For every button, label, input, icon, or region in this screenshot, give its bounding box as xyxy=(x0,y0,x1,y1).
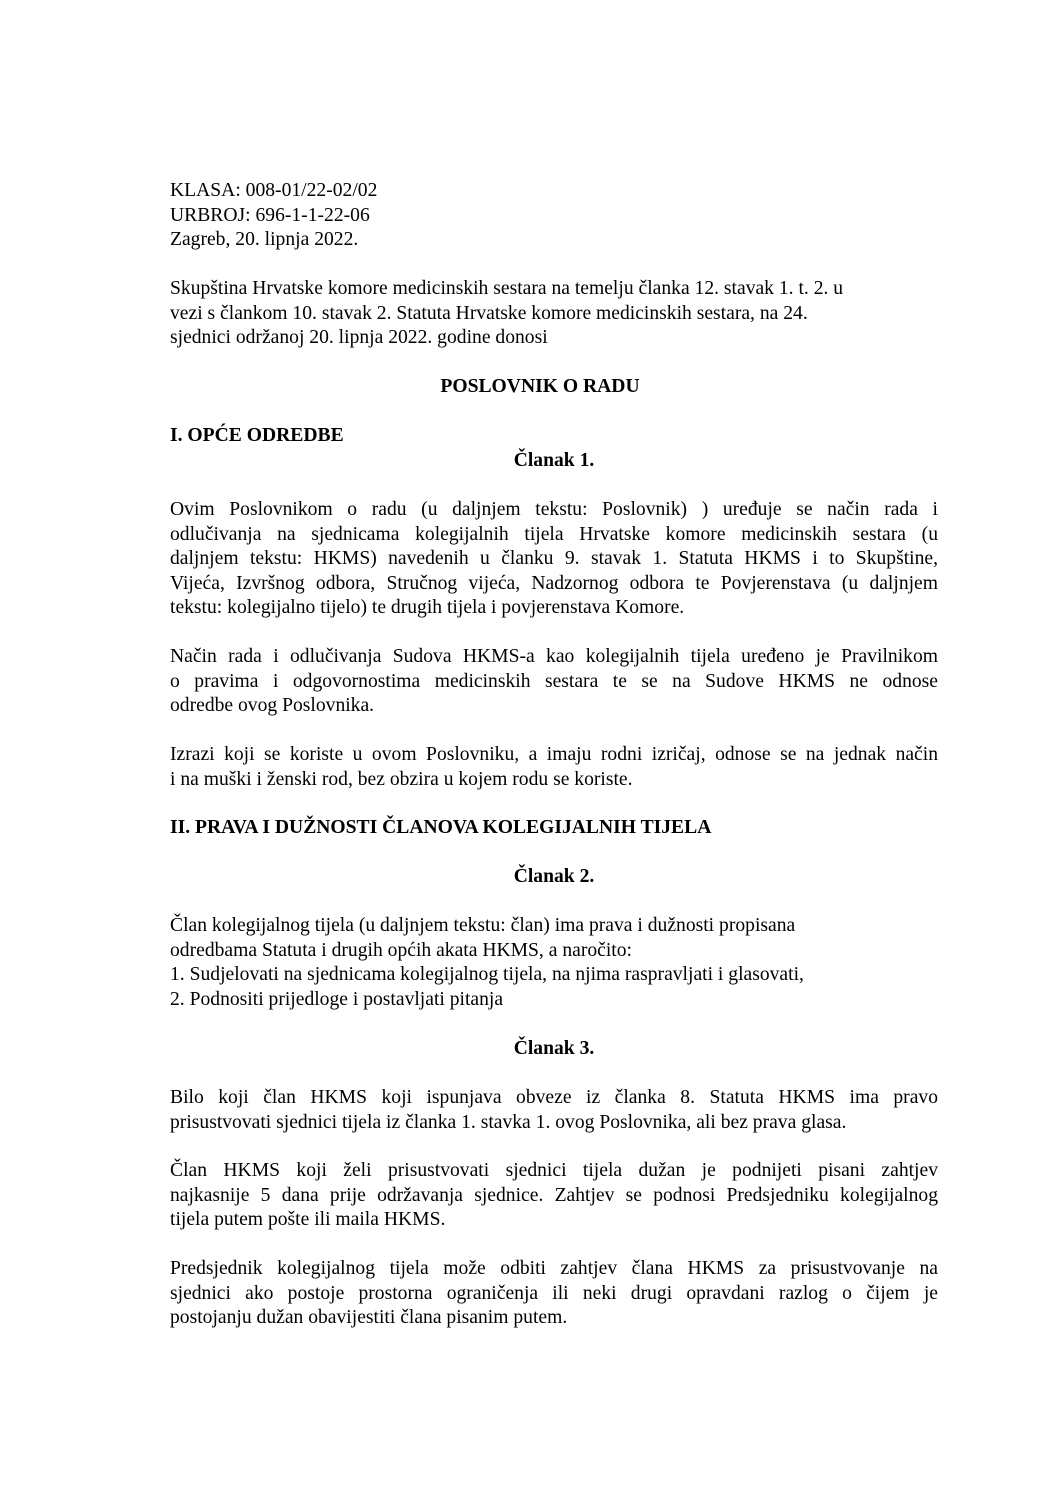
list-item: 2. Podnositi prijedloge i postavljati pitanja xyxy=(170,988,504,1010)
paragraph-line: Ovim Poslovnikom o radu (u daljnjem tekstu: Poslovnik) ) uređuje se način rada i xyxy=(170,499,938,520)
paragraph-line: prisustvovati sjednici tijela iz članka 1. stavka 1. ovog Poslovnika, ali bez prava glasa. xyxy=(170,1111,847,1133)
place-date-line: Zagreb, 20. lipnja 2022. xyxy=(170,229,359,250)
list-item: 1. Sudjelovati na sjednicama kolegijalnog tijela, na njima raspravljati i glasovati, xyxy=(170,964,804,985)
paragraph-line: sjednici ako postoje prostorna ograničenja ili neki drugi opravdani razlog o čijem je xyxy=(170,1282,938,1304)
article-3-paragraph-2 xyxy=(170,1159,938,1233)
paragraph-line: Izrazi koji se koriste u ovom Poslovniku, a imaju rodni izričaj, odnose se na jednak način xyxy=(170,744,938,765)
article-3-paragraph-1 xyxy=(170,1086,938,1135)
paragraph-line: o pravima i odgovornostima medicinskih sestara te se na Sudove HKMS ne odnose xyxy=(170,670,938,692)
article-3-paragraph-3 xyxy=(170,1257,938,1331)
paragraph-line: tekstu: kolegijalno tijelo) te drugih tijela i povjerenstava Komore. xyxy=(170,597,685,618)
paragraph-line: Način rada i odlučivanja Sudova HKMS-a kao kolegijalnih tijela uređeno je Pravilnikom xyxy=(170,646,938,667)
paragraph-line: Bilo koji član HKMS koji ispunjava obveze iz članka 8. Statuta HKMS ima pravo xyxy=(170,1087,938,1108)
paragraph-line: i na muški i ženski rod, bez obzira u kojem rodu se koriste. xyxy=(170,768,633,790)
paragraph-line: tijela putem pošte ili maila HKMS. xyxy=(170,1209,446,1230)
klasa-line: KLASA: 008-01/22-02/02 xyxy=(170,180,378,201)
section-heading: II. PRAVA I DUŽNOSTI ČLANOVA KOLEGIJALNIH TIJELA xyxy=(170,817,712,838)
preamble-line: vezi s člankom 10. stavak 2. Statuta Hrvatske komore medicinskih sestara, na 24. xyxy=(170,302,808,324)
article-heading: Članak 2. xyxy=(513,866,595,887)
preamble xyxy=(170,277,910,351)
paragraph-line: postojanju dužan obavijestiti člana pisanim putem. xyxy=(170,1307,568,1328)
preamble-line: Skupština Hrvatske komore medicinskih sestara na temelju članka 12. stavak 1. t. 2. u xyxy=(170,278,844,299)
article-1-paragraph-2 xyxy=(170,645,938,719)
article-heading: Članak 3. xyxy=(513,1038,595,1059)
paragraph-line: daljnjem tekstu: HKMS) navedenih u članku 9. stavak 1. Statuta HKMS i to Skupštine, xyxy=(170,548,938,569)
paragraph-line: odlučivanja na sjednicama kolegijalnih tijela Hrvatske komore medicinskih sestara (u xyxy=(170,523,938,545)
paragraph-line: Član HKMS koji želi prisustvovati sjednici tijela dužan je podnijeti pisani zahtjev xyxy=(170,1160,938,1181)
document-title: POSLOVNIK O RADU xyxy=(440,376,640,397)
paragraph-line: Vijeća, Izvršnog odbora, Stručnog vijeća, Nadzornog odbora te Povjerenstava (u daljnjem xyxy=(170,572,938,594)
paragraph-line: odredbama Statuta i drugih općih akata HKMS, a naročito: xyxy=(170,939,632,961)
paragraph-line: Predsjednik kolegijalnog tijela može odbiti zahtjev člana HKMS za prisustvovanje na xyxy=(170,1258,938,1279)
section-heading: I. OPĆE ODREDBE xyxy=(170,425,344,446)
paragraph-line: Član kolegijalnog tijela (u daljnjem tekstu: član) ima prava i dužnosti propisana xyxy=(170,915,796,936)
preamble-line: sjednici održanoj 20. lipnja 2022. godine donosi xyxy=(170,327,548,348)
paragraph-line: odredbe ovog Poslovnika. xyxy=(170,695,375,716)
document-header xyxy=(170,179,570,253)
paragraph-line: najkasnije 5 dana prije održavanja sjednice. Zahtjev se podnosi Predsjedniku kolegijalnog xyxy=(170,1184,938,1206)
article-2-body xyxy=(170,914,938,1012)
urbroj-line: URBROJ: 696-1-1-22-06 xyxy=(170,204,370,226)
article-heading: Članak 1. xyxy=(513,450,595,471)
article-1-paragraph-1 xyxy=(170,498,938,621)
article-1-paragraph-3 xyxy=(170,743,938,792)
